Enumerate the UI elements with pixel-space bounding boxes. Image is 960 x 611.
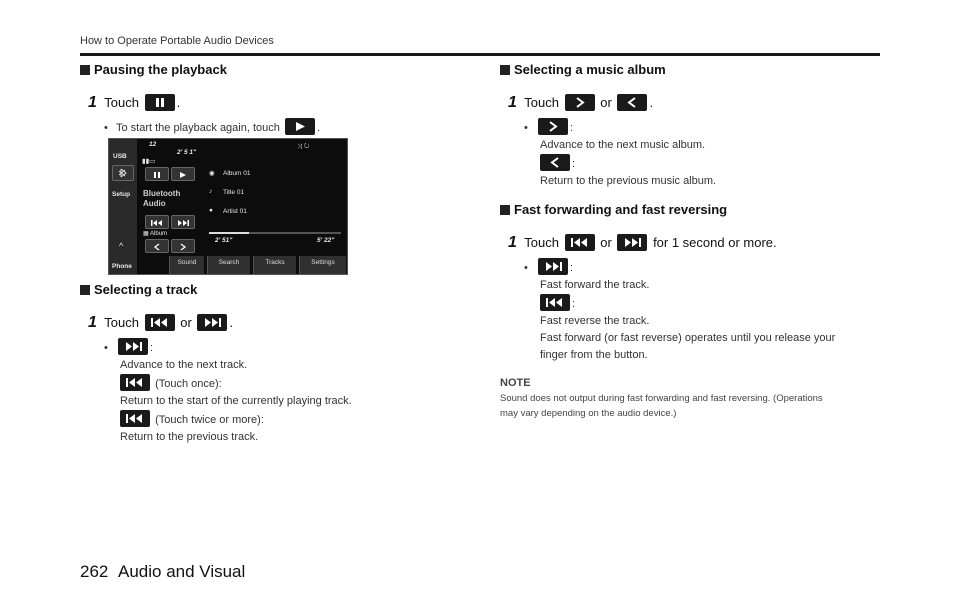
album-icon: ◉ bbox=[209, 170, 215, 177]
chevron-right-icon bbox=[565, 94, 595, 111]
screen-prev-album-button bbox=[145, 239, 169, 253]
screen-next-album-button bbox=[171, 239, 195, 253]
artist-icon: ● bbox=[209, 207, 213, 214]
rev-desc: Fast reverse the track. bbox=[540, 315, 650, 327]
square-bullet-icon bbox=[500, 65, 510, 75]
running-header: How to Operate Portable Audio Devices bbox=[80, 35, 274, 47]
step-pause: 1 Touch . bbox=[88, 94, 181, 111]
previous-track-icon bbox=[120, 374, 150, 391]
screen-play-button bbox=[171, 167, 195, 181]
bluetooth-audio-logo: Bluetooth Audio bbox=[143, 189, 181, 208]
screen-total: 5' 22" bbox=[317, 237, 335, 244]
next-track-icon bbox=[118, 338, 148, 355]
step-track: 1 Touch or . bbox=[88, 314, 234, 331]
page-number: 262 bbox=[80, 562, 109, 581]
screen-album-label: ▦ Album bbox=[143, 231, 168, 237]
screen-track-number: 12 bbox=[149, 141, 157, 148]
note-line-1: Sound does not output during fast forwarding and fast reversing. (Operations bbox=[500, 393, 823, 404]
battery-icon: ▮▮▭ bbox=[142, 158, 156, 165]
square-bullet-icon bbox=[80, 285, 90, 295]
screen-artist: Artist 01 bbox=[223, 208, 247, 215]
play-icon bbox=[285, 118, 315, 135]
screen-tab-tracks: Tracks bbox=[253, 256, 296, 274]
hold-desc-1: Fast forward (or fast reverse) operates until you release your bbox=[540, 332, 836, 344]
bluetooth-icon bbox=[112, 165, 134, 181]
album-details: • : Advance to the next music album. : Return to the previous music album. bbox=[524, 118, 854, 190]
chevron-left-icon bbox=[540, 154, 570, 171]
square-bullet-icon bbox=[80, 65, 90, 75]
previous-track-icon bbox=[565, 234, 595, 251]
screen-elapsed-top: 2' 5 1" bbox=[177, 149, 197, 156]
step-fast: 1 Touch or for 1 second or more. bbox=[508, 234, 777, 251]
progress-track bbox=[209, 232, 341, 234]
audio-screen-image bbox=[108, 138, 348, 275]
note-line-2: may vary depending on the audio device.) bbox=[500, 408, 677, 419]
note-text bbox=[500, 391, 823, 421]
screen-next-track-button bbox=[171, 215, 195, 229]
tab-setup: Setup bbox=[112, 191, 131, 198]
screen-tab-sound: Sound bbox=[169, 256, 204, 274]
heading-pausing: Pausing the playback bbox=[80, 62, 227, 77]
shuffle-repeat-icon: ⤨ ↻ bbox=[297, 143, 310, 150]
screen-title: Title 01 bbox=[223, 189, 245, 196]
tab-usb: USB bbox=[113, 153, 127, 160]
screen-tab-search: Search bbox=[207, 256, 250, 274]
screen-pause-button bbox=[145, 167, 169, 181]
previous-track-icon bbox=[145, 314, 175, 331]
tab-phone: Phone bbox=[112, 263, 132, 270]
twice-desc: Return to the previous track. bbox=[120, 431, 259, 443]
bullet-resume: • To start the playback again, touch . bbox=[104, 118, 320, 137]
next-track-icon bbox=[197, 314, 227, 331]
heading-selecting-album: Selecting a music album bbox=[500, 62, 666, 77]
screen-album: Album 01 bbox=[223, 170, 251, 177]
chevron-up-icon: ^ bbox=[119, 241, 124, 251]
chapter-title: Audio and Visual bbox=[118, 562, 246, 581]
previous-track-icon bbox=[540, 294, 570, 311]
note-title: NOTE bbox=[500, 377, 531, 389]
screen-elapsed: 2' 51" bbox=[215, 237, 233, 244]
screen-prev-track-button bbox=[145, 215, 169, 229]
pause-icon bbox=[145, 94, 175, 111]
heading-fast-forward: Fast forwarding and fast reversing bbox=[500, 202, 727, 217]
progress-fill bbox=[209, 232, 249, 234]
next-track-icon bbox=[538, 258, 568, 275]
screen-tab-settings: Settings bbox=[299, 256, 346, 274]
chevron-right-icon bbox=[538, 118, 568, 135]
prev-album-desc: Return to the previous music album. bbox=[540, 175, 717, 187]
next-track-desc: Advance to the next track. bbox=[120, 359, 248, 371]
fast-details: • : Fast forward the track. : Fast reverse the track. Fast forward (or fast reverse) operates until you release your finger from the button. bbox=[524, 258, 884, 364]
ff-desc: Fast forward the track. bbox=[540, 279, 650, 291]
track-details: • : Advance to the next track. (Touch once): Return to the start of the currently playing track. (Touch twice or more): Return to the previous track. bbox=[104, 338, 404, 446]
square-bullet-icon bbox=[500, 205, 510, 215]
next-album-desc: Advance to the next music album. bbox=[540, 139, 706, 151]
heading-selecting-track: Selecting a track bbox=[80, 282, 197, 297]
step-album: 1 Touch or . bbox=[508, 94, 654, 111]
previous-track-icon bbox=[120, 410, 150, 427]
next-track-icon bbox=[617, 234, 647, 251]
hold-desc-2: finger from the button. bbox=[540, 349, 648, 361]
music-note-icon: ♪ bbox=[209, 188, 213, 195]
chevron-left-icon bbox=[617, 94, 647, 111]
header-rule bbox=[80, 53, 880, 56]
once-desc: Return to the start of the currently playing track. bbox=[120, 395, 352, 407]
